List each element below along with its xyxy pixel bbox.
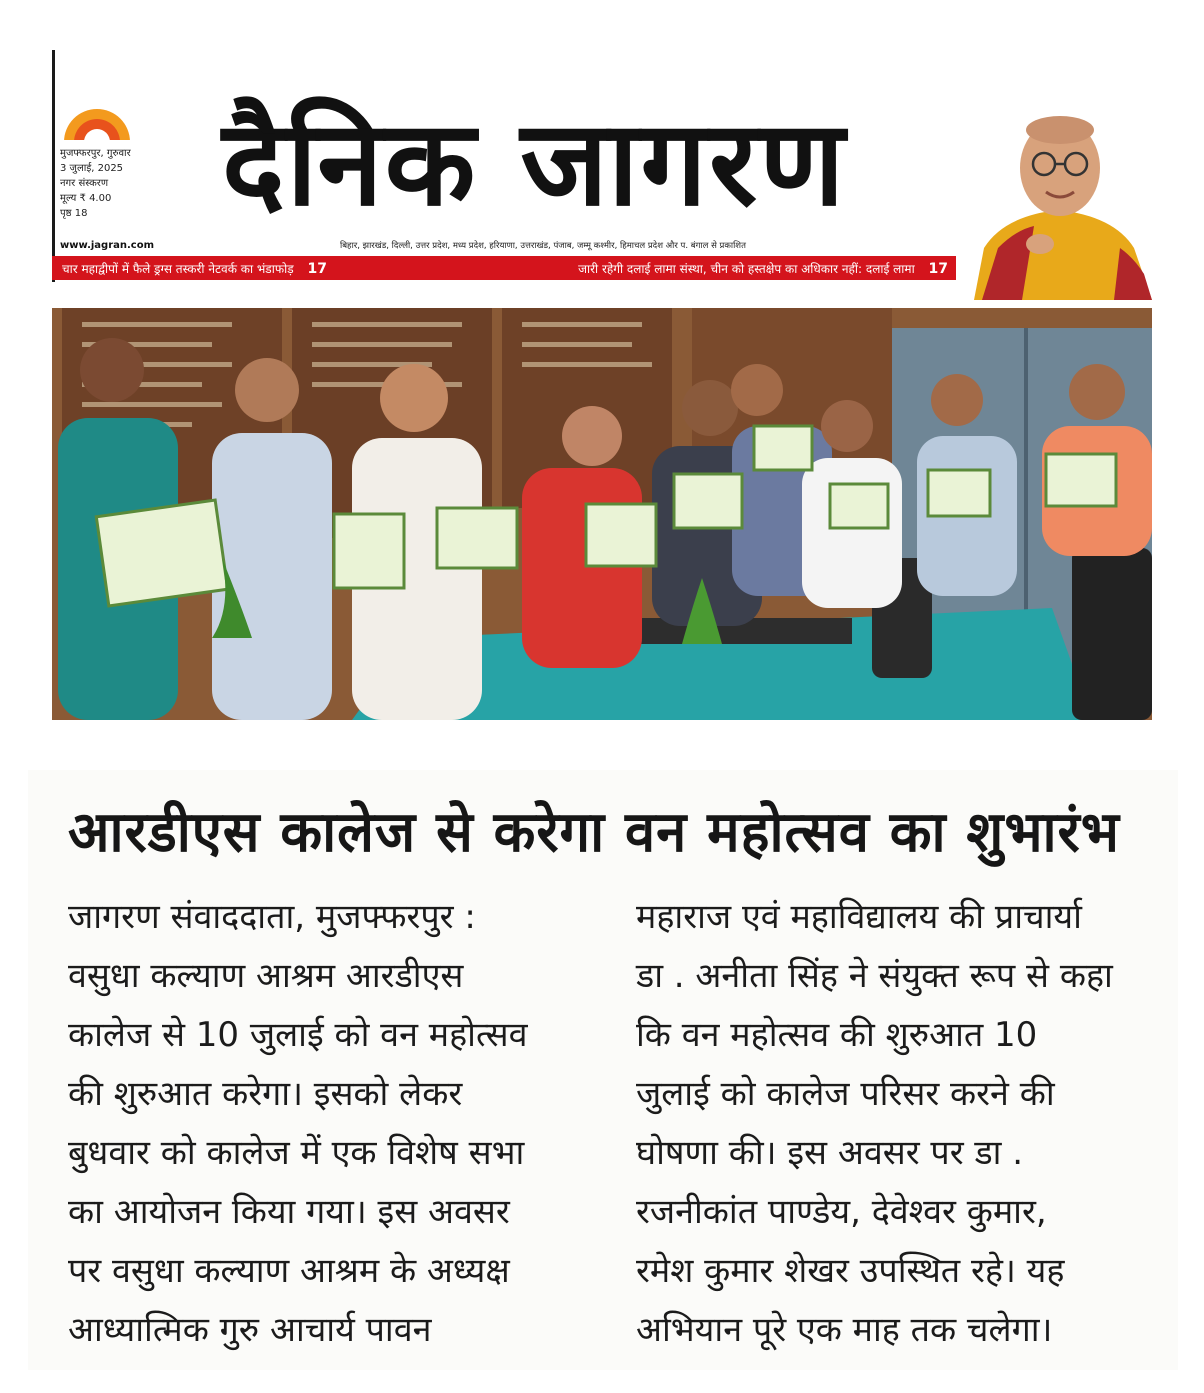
teaser-headline-bar bbox=[52, 256, 956, 280]
group-photo-icon bbox=[52, 308, 1152, 720]
article-headline: आरडीएस कालेज से करेगा वन महोत्सव का शुभारंभ bbox=[68, 800, 1120, 865]
edition-price: मूल्य ₹ 4.00 bbox=[60, 193, 112, 204]
article-column-right bbox=[636, 888, 1156, 1360]
masthead-rule bbox=[52, 50, 55, 282]
masthead bbox=[52, 50, 1152, 282]
article-line: जुलाई को कालेज परिसर करने की bbox=[636, 1074, 1055, 1114]
article-line: कि वन महोत्सव की शुरुआत 10 bbox=[636, 1015, 1038, 1055]
newspaper-title: दैनिक जागरण bbox=[222, 94, 847, 232]
website-link[interactable]: www.jagran.com bbox=[60, 240, 155, 251]
edition-city-day: मुजफ्फरपुर, गुरुवार bbox=[60, 148, 131, 159]
article-line: पर वसुधा कल्याण आश्रम के अध्यक्ष bbox=[68, 1251, 510, 1291]
article-line: की शुरुआत करेगा। इसको लेकर bbox=[68, 1074, 463, 1114]
article-line: आध्यात्मिक गुरु आचार्य पावन bbox=[68, 1310, 432, 1350]
teaser-left[interactable] bbox=[62, 260, 327, 277]
teaser-right-text: जारी रहेगी दलाई लामा संस्था, चीन को हस्तक्षेप का अधिकार नहीं: दलाई लामा bbox=[578, 262, 915, 276]
article-line: डा . अनीता सिंह ने संयुक्त रूप से कहा bbox=[636, 956, 1113, 996]
article-line: बुधवार को कालेज में एक विशेष सभा bbox=[68, 1133, 525, 1173]
teaser-right-page: 17 bbox=[928, 261, 948, 277]
article-line: जागरण संवाददाता, मुजफ्फरपुर : bbox=[68, 897, 476, 937]
article-line: रजनीकांत पाण्डेय, देवेश्वर कुमार, bbox=[636, 1192, 1047, 1232]
teaser-left-page: 17 bbox=[307, 261, 327, 277]
teaser-right[interactable] bbox=[578, 260, 948, 277]
article-line: अभियान पूरे एक माह तक चलेगा। bbox=[636, 1310, 1053, 1350]
edition-type: नगर संस्करण bbox=[60, 178, 109, 189]
article-line: का आयोजन किया गया। इस अवसर bbox=[68, 1192, 510, 1232]
article-column-left bbox=[68, 888, 598, 1360]
article-line: घोषणा की। इस अवसर पर डा . bbox=[636, 1133, 1024, 1173]
publication-states: बिहार, झारखंड, दिल्ली, उत्तर प्रदेश, मध्य प्रदेश, हरियाणा, उत्तराखंड, पंजाब, जम्मू कश्मीर, हिमाचल प्रदेश और प. बंगाल से प्रकाशित bbox=[340, 241, 746, 251]
article-line: रमेश कुमार शेखर उपस्थित रहे। यह bbox=[636, 1251, 1065, 1291]
edition-date: 3 जुलाई, 2025 bbox=[60, 163, 124, 174]
edition-info bbox=[60, 146, 190, 221]
article-line: कालेज से 10 जुलाई को वन महोत्सव bbox=[68, 1015, 528, 1055]
sun-logo-icon bbox=[60, 102, 134, 144]
teaser-left-text: चार महाद्वीपों में फैले ड्रग्स तस्करी नेटवर्क का भंडाफोड़ bbox=[62, 262, 294, 276]
news-article bbox=[28, 770, 1178, 1370]
article-line: महाराज एवं महाविद्यालय की प्राचार्या bbox=[636, 897, 1082, 937]
edition-pages: पृष्ठ 18 bbox=[60, 208, 88, 219]
portrait-photo-icon bbox=[964, 98, 1152, 300]
article-line: वसुधा कल्याण आश्रम आरडीएस bbox=[68, 956, 464, 996]
